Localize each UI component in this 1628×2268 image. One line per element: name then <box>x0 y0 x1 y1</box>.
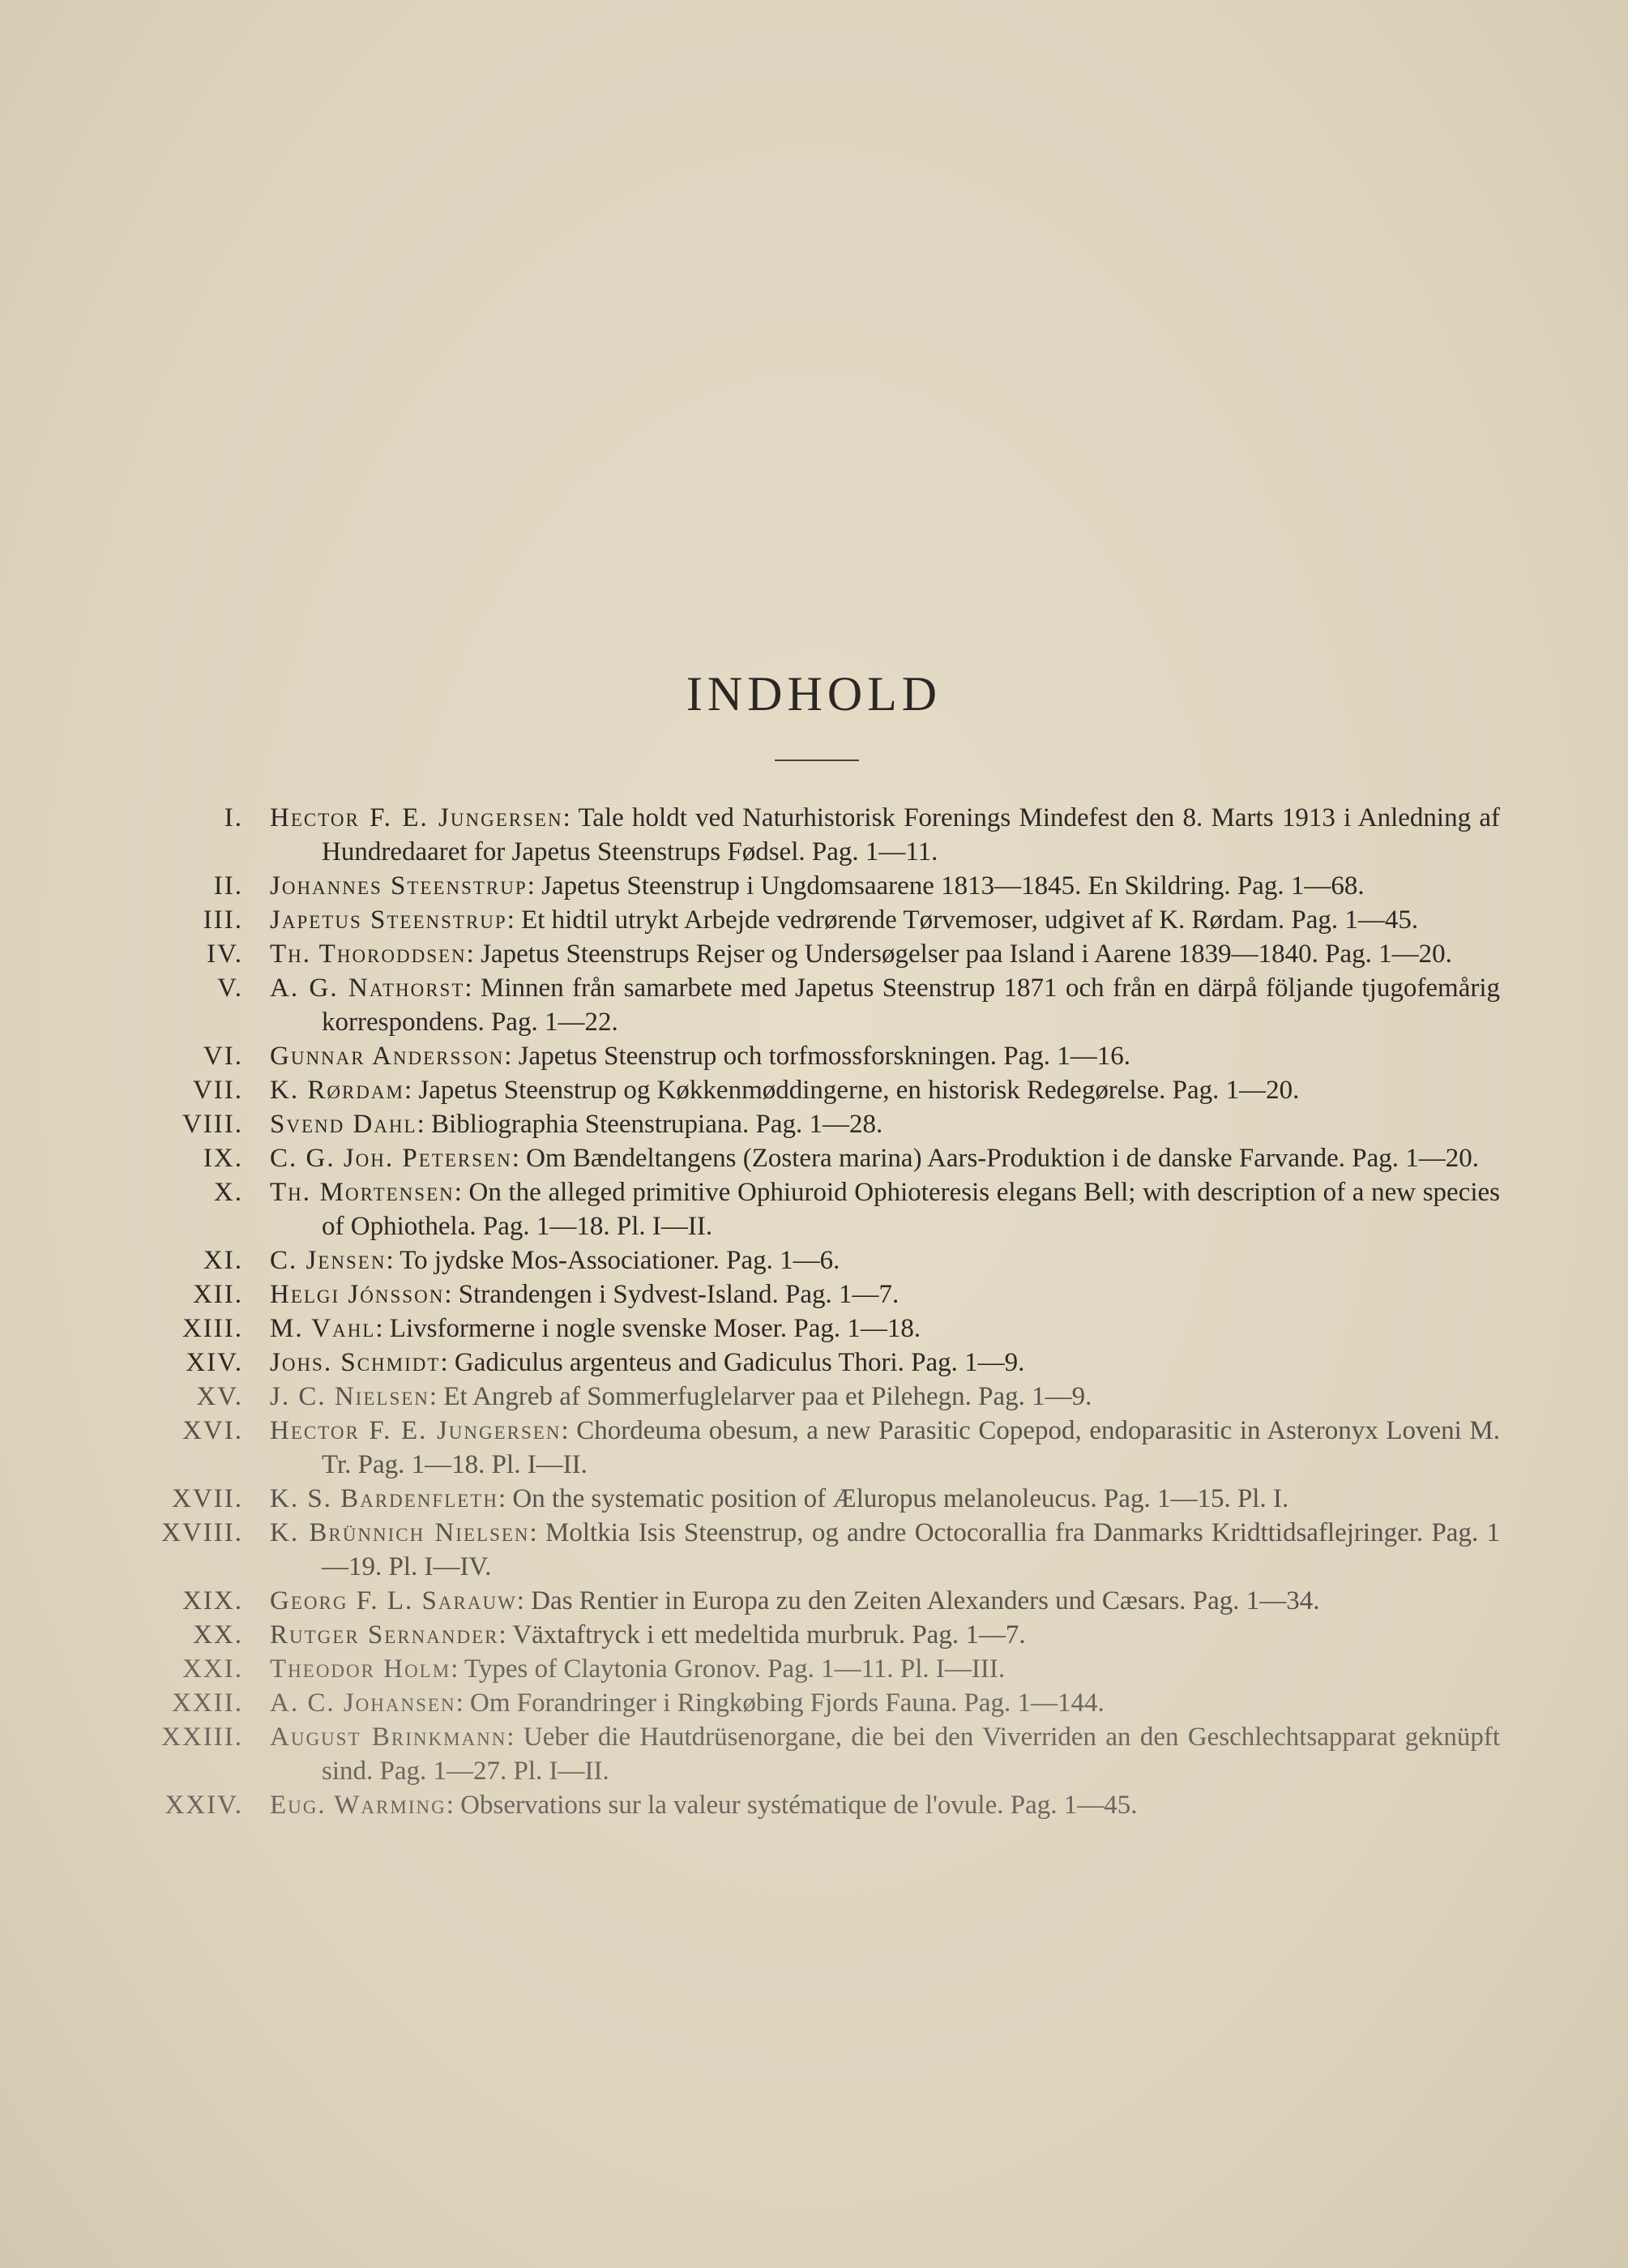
entry-title: On the systematic position of Æluropus melanoleucus. Pag. 1—15. Pl. I. <box>512 1484 1289 1513</box>
entry-author: Rutger Sernander <box>270 1620 499 1650</box>
entry-number: VIII. <box>182 1110 243 1139</box>
entry-title: Japetus Steenstrup i Ungdomsaarene 1813—1845. En Skildring. Pag. 1—68. <box>541 871 1365 901</box>
entry-number: XIX. <box>182 1586 243 1615</box>
entry-title: Das Rentier in Europa zu den Zeiten Alexanders und Cæsars. Pag. 1—34. <box>531 1586 1320 1615</box>
toc-entry: IV. Th. Thoroddsen: Japetus Steenstrups Rejser og Undersøgelser paa Island i Aarene 1839—1840. Pag. 1—20. <box>0 937 1628 971</box>
entry-title: Moltkia Isis Steenstrup, og andre Octocorallia fra Danmarks Kridttidsaflejringer. Pag. 1—19. Pl. I—IV. <box>322 1518 1501 1581</box>
toc-entry: XIII. M. Vahl: Livsformerne i nogle svenske Moser. Pag. 1—18. <box>0 1312 1628 1346</box>
toc-entry: V. A. G. Nathorst: Minnen från samarbete med Japetus Steenstrup 1871 och från en därpå följande tjugofemårig korrespondens. Pag. 1—22. <box>0 971 1628 1039</box>
entry-number: I. <box>224 803 243 832</box>
toc-entry: XIX. Georg F. L. Sarauw: Das Rentier in Europa zu den Zeiten Alexanders und Cæsars. Pag. 1—34. <box>0 1584 1628 1618</box>
entry-title: On the alleged primitive Ophiuroid Ophioteresis elegans Bell; with description of a new species of Ophiothela. Pag. 1—18. Pl. I—II. <box>322 1178 1500 1241</box>
entry-title: Et Angreb af Sommerfuglelarver paa et Pilehegn. Pag. 1—9. <box>443 1382 1092 1411</box>
page-title: INDHOLD <box>686 667 942 721</box>
entry-title: Bibliographia Steenstrupiana. Pag. 1—28. <box>431 1110 883 1139</box>
entry-number: XVIII. <box>161 1518 243 1547</box>
entry-number: II. <box>213 871 243 901</box>
entry-title: Observations sur la valeur systématique de l'ovule. Pag. 1—45. <box>460 1791 1138 1820</box>
entry-number: XIV. <box>186 1348 243 1377</box>
entry-author: Hector F. E. Jungersen <box>270 1416 562 1445</box>
entry-author: Theodor Holm <box>270 1654 451 1684</box>
entry-number: IV. <box>207 939 243 969</box>
entry-number: VI. <box>203 1042 243 1071</box>
entry-number: XXI. <box>182 1654 243 1684</box>
entry-title: Om Forandringer i Ringkøbing Fjords Fauna. Pag. 1—144. <box>470 1688 1105 1718</box>
entry-author: Georg F. L. Sarauw <box>270 1586 517 1615</box>
entry-title: Japetus Steenstrup och torfmossforskningen. Pag. 1—16. <box>518 1042 1130 1071</box>
entry-number: IX. <box>203 1144 243 1173</box>
entry-number: XIII. <box>182 1314 243 1343</box>
entry-number: XXIII. <box>161 1722 243 1752</box>
toc-entry: X. Th. Mortensen: On the alleged primitive Ophiuroid Ophioteresis elegans Bell; with description of a new species of Ophiothela. Pag. 1—18. Pl. I—II. <box>0 1175 1628 1243</box>
entry-author: C. Jensen <box>270 1246 387 1275</box>
entry-number: XII. <box>192 1280 243 1309</box>
entry-number: X. <box>213 1178 243 1207</box>
entry-number: XX. <box>193 1620 243 1650</box>
entry-author: Svend Dahl <box>270 1110 417 1139</box>
entry-number: XXIV. <box>165 1791 243 1820</box>
entry-title: Livsformerne i nogle svenske Moser. Pag. 1—18. <box>389 1314 921 1343</box>
entry-number: VII. <box>192 1076 243 1105</box>
toc-entry: XII. Helgi Jónsson: Strandengen i Sydvest-Island. Pag. 1—7. <box>0 1277 1628 1312</box>
toc-entry: VI. Gunnar Andersson: Japetus Steenstrup och torfmossforskningen. Pag. 1—16. <box>0 1039 1628 1073</box>
entry-number: XVII. <box>172 1484 243 1513</box>
entry-title: Japetus Steenstrup og Køkkenmøddingerne, en historisk Redegørelse. Pag. 1—20. <box>418 1076 1300 1105</box>
entry-number: V. <box>217 974 243 1003</box>
entry-title: Tale holdt ved Naturhistorisk Forenings Mindefest den 8. Marts 1913 i Anledning af Hundredaaret for Japetus Steenstrups Fødsel. Pag. 1—11. <box>322 803 1501 867</box>
entry-title: Japetus Steenstrups Rejser og Undersøgelser paa Island i Aarene 1839—1840. Pag. 1—20. <box>481 939 1452 969</box>
toc-entry: XVII. K. S. Bardenfleth: On the systematic position of Æluropus melanoleucus. Pag. 1—15. Pl. I. <box>0 1482 1628 1516</box>
entry-title: Minnen från samarbete med Japetus Steenstrup 1871 och från en därpå följande tjugofemårig korrespondens. Pag. 1—22. <box>322 974 1500 1037</box>
toc-entry: XV. J. C. Nielsen: Et Angreb af Sommerfuglelarver paa et Pilehegn. Pag. 1—9. <box>0 1380 1628 1414</box>
toc-entry: III. Japetus Steenstrup: Et hidtil utrykt Arbejde vedrørende Tørvemoser, udgivet af K. Rørdam. Pag. 1—45. <box>0 903 1628 937</box>
entry-author: Johs. Schmidt <box>270 1348 441 1377</box>
toc-entry: XX. Rutger Sernander: Växtaftryck i ett medeltida murbruk. Pag. 1—7. <box>0 1618 1628 1652</box>
entry-author: Helgi Jónsson <box>270 1280 445 1309</box>
table-of-contents <box>0 801 1628 1822</box>
entry-author: Eug. Warming <box>270 1791 447 1820</box>
entry-author: J. C. Nielsen <box>270 1382 429 1411</box>
entry-author: K. S. Bardenfleth <box>270 1484 498 1513</box>
entry-author: Johannes Steenstrup <box>270 871 528 901</box>
entry-title: Gadiculus argenteus and Gadiculus Thori. Pag. 1—9. <box>454 1348 1025 1377</box>
entry-title: Ueber die Hautdrüsenorgane, die bei den Viverriden an den Geschlechtsapparat geknüpft sind. Pag. 1—27. Pl. I—II. <box>322 1722 1501 1786</box>
entry-author: A. G. Nathorst <box>270 974 465 1003</box>
entry-number: XVI. <box>182 1416 243 1445</box>
entry-number: XV. <box>196 1382 243 1411</box>
entry-title: Strandengen i Sydvest-Island. Pag. 1—7. <box>458 1280 899 1309</box>
entry-author: Th. Mortensen <box>270 1178 455 1207</box>
entry-author: M. Vahl <box>270 1314 376 1343</box>
entry-author: Gunnar Andersson <box>270 1042 505 1071</box>
entry-author: Japetus Steenstrup <box>270 905 507 935</box>
entry-author: August Brinkmann <box>270 1722 507 1752</box>
toc-entry: I. Hector F. E. Jungersen: Tale holdt ved Naturhistorisk Forenings Mindefest den 8. Marts 1913 i Anledning af Hundredaaret for Japetus Steenstrups Fødsel. Pag. 1—11. <box>0 801 1628 869</box>
toc-entry: XI. C. Jensen: To jydske Mos-Associationer. Pag. 1—6. <box>0 1243 1628 1277</box>
toc-entry: XVI. Hector F. E. Jungersen: Chordeuma obesum, a new Parasitic Copepod, endoparasitic in Asteronyx Loveni M. Tr. Pag. 1—18. Pl. I—II. <box>0 1414 1628 1482</box>
toc-entry: VII. K. Rørdam: Japetus Steenstrup og Køkkenmøddingerne, en historisk Redegørelse. Pag. 1—20. <box>0 1073 1628 1107</box>
entry-author: K. Rørdam <box>270 1076 404 1105</box>
entry-author: A. C. Johansen <box>270 1688 456 1718</box>
entry-number: III. <box>203 905 243 935</box>
toc-entry: XIV. Johs. Schmidt: Gadiculus argenteus and Gadiculus Thori. Pag. 1—9. <box>0 1346 1628 1380</box>
toc-entry: XXI. Theodor Holm: Types of Claytonia Gronov. Pag. 1—11. Pl. I—III. <box>0 1652 1628 1686</box>
toc-entry: II. Johannes Steenstrup: Japetus Steenstrup i Ungdomsaarene 1813—1845. En Skildring. Pag. 1—68. <box>0 869 1628 903</box>
entry-title: Et hidtil utrykt Arbejde vedrørende Tørvemoser, udgivet af K. Rørdam. Pag. 1—45. <box>521 905 1419 935</box>
toc-entry: IX. C. G. Joh. Petersen: Om Bændeltangens (Zostera marina) Aars-Produktion i de danske Farvande. Pag. 1—20. <box>0 1141 1628 1175</box>
toc-entry: VIII. Svend Dahl: Bibliographia Steenstrupiana. Pag. 1—28. <box>0 1107 1628 1141</box>
toc-entry: XVIII. K. Brünnich Nielsen: Moltkia Isis Steenstrup, og andre Octocorallia fra Danmarks Kridttidsaflejringer. Pag. 1—19. Pl. I—IV. <box>0 1516 1628 1584</box>
entry-title: Växtaftryck i ett medeltida murbruk. Pag. 1—7. <box>512 1620 1026 1650</box>
entry-author: C. G. Joh. Petersen <box>270 1144 512 1173</box>
entry-number: XXII. <box>172 1688 243 1718</box>
toc-entry: XXII. A. C. Johansen: Om Forandringer i Ringkøbing Fjords Fauna. Pag. 1—144. <box>0 1686 1628 1720</box>
entry-number: XI. <box>203 1246 243 1275</box>
entry-author: Th. Thoroddsen <box>270 939 467 969</box>
toc-entry: XXIV. Eug. Warming: Observations sur la valeur systématique de l'ovule. Pag. 1—45. <box>0 1788 1628 1822</box>
entry-author: Hector F. E. Jungersen <box>270 803 563 832</box>
title-rule <box>775 760 859 761</box>
entry-author: K. Brünnich Nielsen <box>270 1518 530 1547</box>
entry-title: Chordeuma obesum, a new Parasitic Copepod, endoparasitic in Asteronyx Loveni M. Tr. Pag. 1—18. Pl. I—II. <box>322 1416 1501 1479</box>
entry-title: Types of Claytonia Gronov. Pag. 1—11. Pl. I—III. <box>464 1654 1006 1684</box>
toc-entry: XXIII. August Brinkmann: Ueber die Hautdrüsenorgane, die bei den Viverriden an den Geschlechtsapparat geknüpft sind. Pag. 1—27. Pl. I—II. <box>0 1720 1628 1788</box>
entry-title: To jydske Mos-Associationer. Pag. 1—6. <box>400 1246 840 1275</box>
entry-title: Om Bændeltangens (Zostera marina) Aars-Produktion i de danske Farvande. Pag. 1—20. <box>526 1144 1479 1173</box>
